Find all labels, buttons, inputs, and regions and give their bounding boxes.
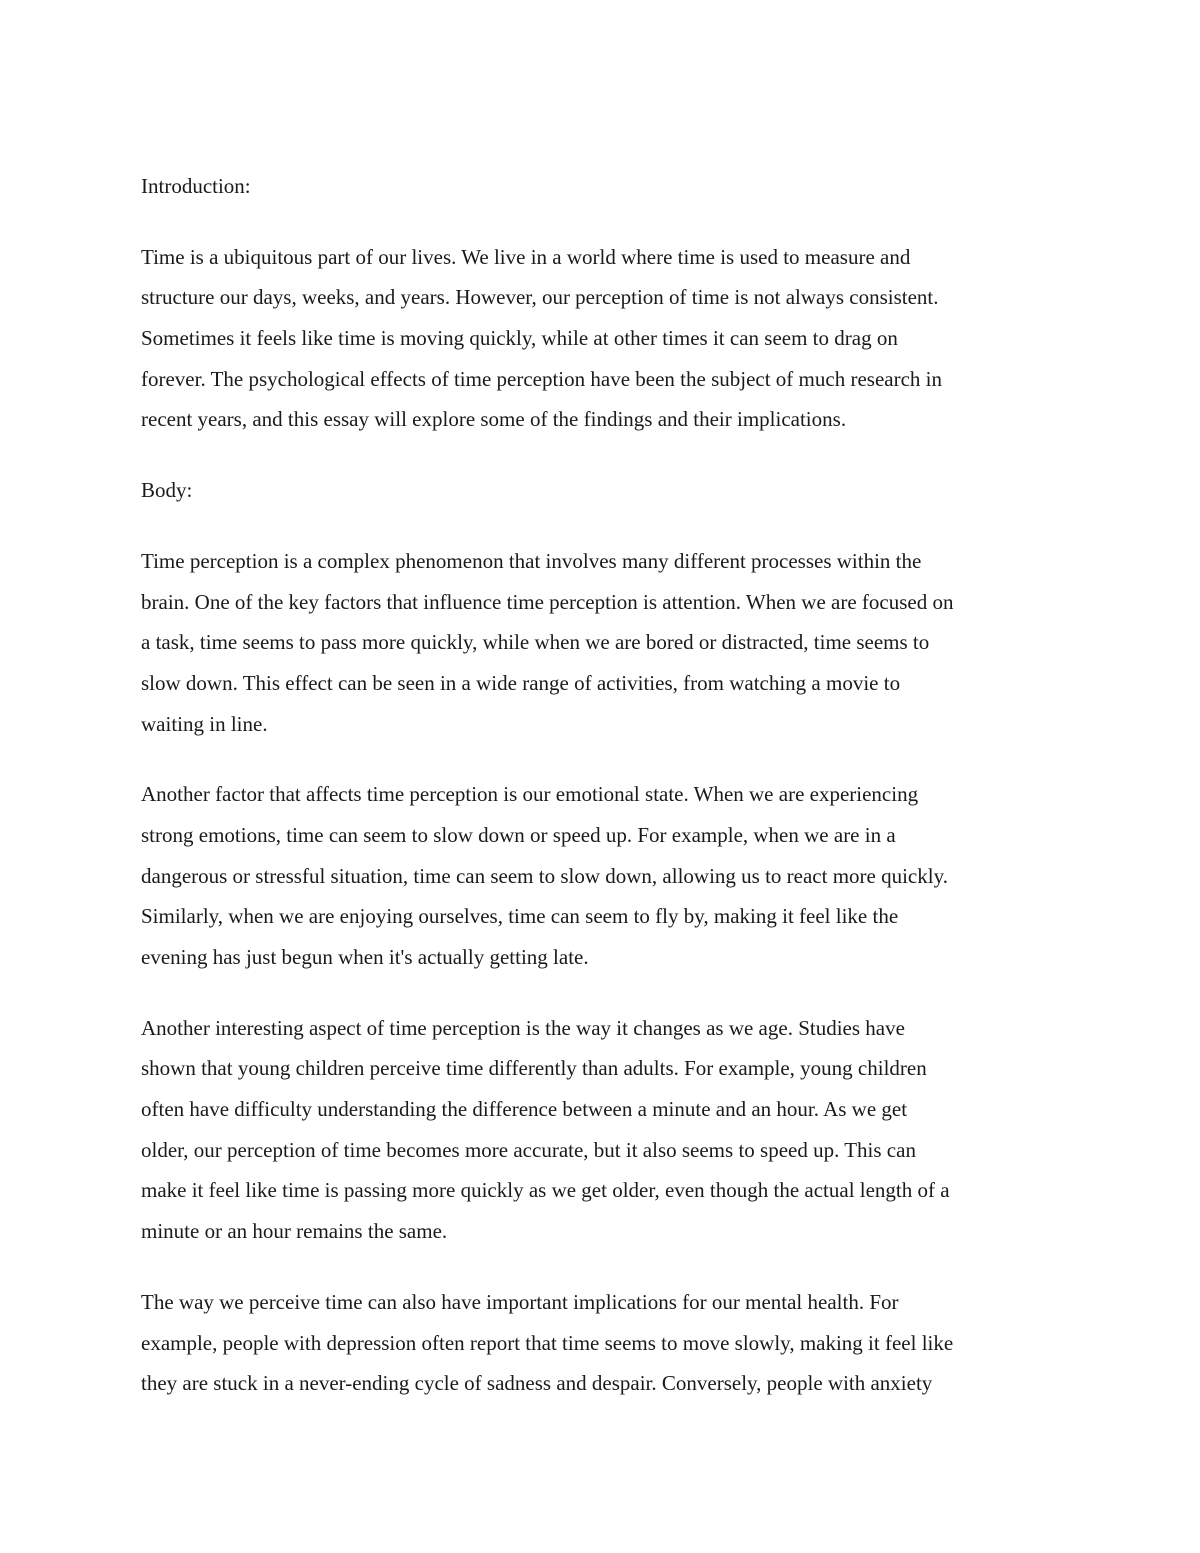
paragraph-line: often have difficulty understanding the difference between a minute and an hour. As we get bbox=[141, 1097, 908, 1122]
paragraph-line: example, people with depression often report that time seems to move slowly, making it feel like bbox=[141, 1330, 954, 1355]
paragraph-line: The way we perceive time can also have important implications for our mental health. For bbox=[141, 1289, 899, 1314]
section-heading-introduction: Introduction: bbox=[141, 174, 251, 198]
paragraph-line: shown that young children perceive time differently than adults. For example, young children bbox=[141, 1056, 927, 1081]
paragraph-intro bbox=[141, 237, 1061, 440]
paragraph-line: slow down. This effect can be seen in a wide range of activities, from watching a movie to bbox=[141, 670, 901, 695]
paragraph-line: a task, time seems to pass more quickly, while when we are bored or distracted, time seems to bbox=[141, 630, 930, 655]
paragraph-attention bbox=[141, 541, 1061, 744]
paragraph-line: Time perception is a complex phenomenon that involves many different processes within the bbox=[141, 548, 922, 573]
paragraph-line: minute or an hour remains the same. bbox=[141, 1219, 448, 1244]
paragraph-line: evening has just begun when it's actually getting late. bbox=[141, 945, 589, 969]
paragraph-line: recent years, and this essay will explore some of the findings and their implications. bbox=[141, 407, 847, 432]
paragraph-line: Another interesting aspect of time perception is the way it changes as we age. Studies have bbox=[141, 1015, 905, 1040]
paragraph-line: brain. One of the key factors that influence time perception is attention. When we are focused on bbox=[141, 589, 954, 614]
paragraph-mental-health bbox=[141, 1282, 1061, 1404]
paragraph-line: forever. The psychological effects of time perception have been the subject of much research in bbox=[141, 366, 942, 391]
section-heading-body: Body: bbox=[141, 478, 193, 503]
paragraph-line: dangerous or stressful situation, time can seem to slow down, allowing us to react more quickly. bbox=[141, 863, 948, 888]
paragraph-line: Another factor that affects time perception is our emotional state. When we are experiencing bbox=[141, 782, 919, 807]
paragraph-line: Sometimes it feels like time is moving quickly, while at other times it can seem to drag on bbox=[141, 326, 898, 351]
paragraph-line: older, our perception of time becomes more accurate, but it also seems to speed up. This can bbox=[141, 1137, 916, 1162]
paragraph-age bbox=[141, 1008, 1061, 1252]
paragraph-emotion bbox=[141, 774, 1061, 977]
document-body bbox=[141, 166, 1061, 1404]
paragraph-line: structure our days, weeks, and years. However, our perception of time is not always consistent. bbox=[141, 285, 939, 310]
paragraph-line: strong emotions, time can seem to slow down or speed up. For example, when we are in a bbox=[141, 822, 896, 847]
paragraph-line: Similarly, when we are enjoying ourselves, time can seem to fly by, making it feel like the bbox=[141, 904, 899, 929]
paragraph-line: they are stuck in a never-ending cycle of sadness and despair. Conversely, people with anxiety bbox=[141, 1371, 933, 1396]
paragraph-line: waiting in line. bbox=[141, 711, 268, 736]
paragraph-line: Time is a ubiquitous part of our lives. We live in a world where time is used to measure and bbox=[141, 244, 911, 269]
paragraph-line: make it feel like time is passing more quickly as we get older, even though the actual length of a bbox=[141, 1178, 950, 1203]
